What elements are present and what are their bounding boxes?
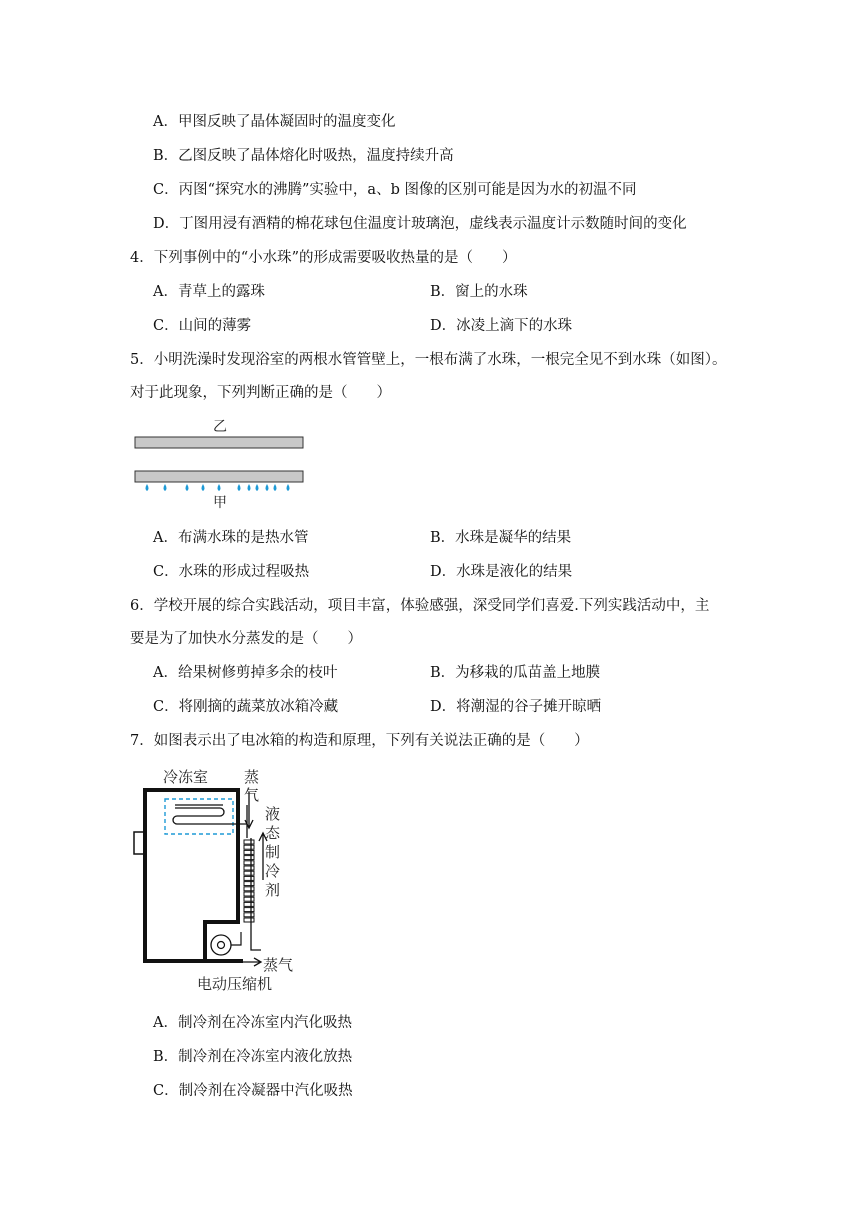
q6-stem-line2: 要是为了加快水分蒸发的是（ ） — [130, 631, 362, 647]
water-drop-icon — [274, 484, 277, 491]
q4-stem: 4．下列事例中的“小水珠”的形成需要吸收热量的是（ ） — [130, 250, 517, 266]
q5-option-b: B．水珠是凝华的结果 — [430, 530, 572, 546]
q6-option-b: B．为移栽的瓜苗盖上地膜 — [430, 665, 601, 681]
water-drop-icon — [238, 484, 241, 491]
q3-option-c: C．丙图“探究水的沸腾”实验中，a、b 图像的区别可能是因为水的初温不同 — [153, 182, 637, 198]
compressor-label: 电动压缩机 — [197, 975, 273, 993]
q4-option-c: C．山间的薄雾 — [153, 318, 252, 334]
q5-stem-line2: 对于此现象，下列判断正确的是（ ） — [130, 385, 391, 401]
q5-option-c: C．水珠的形成过程吸热 — [153, 564, 310, 580]
liquid-refrigerant-label: 液态制冷剂 — [265, 805, 281, 899]
q7-stem: 7．如图表示出了电冰箱的构造和原理，下列有关说法正确的是（ ） — [130, 733, 589, 749]
q7-option-b: B．制冷剂在冷冻室内液化放热 — [153, 1049, 353, 1065]
q5-stem-line1: 5．小明洗澡时发现浴室的两根水管管壁上，一根布满了水珠，一根完全见不到水珠（如图）。 — [130, 352, 727, 368]
water-drop-icon — [218, 484, 221, 491]
q3-option-d: D．丁图用浸有酒精的棉花球包住温度计玻璃泡，虚线表示温度计示数随时间的变化 — [153, 216, 687, 232]
water-drop-icon — [256, 484, 259, 491]
evaporator-coil — [173, 808, 247, 824]
vapor-top-label: 蒸气 — [244, 768, 260, 804]
q4-option-b: B．窗上的水珠 — [430, 284, 528, 300]
water-drops — [146, 484, 290, 491]
q3-option-b: B．乙图反映了晶体熔化时吸热，温度持续升高 — [153, 148, 454, 164]
q5-option-d: D．水珠是液化的结果 — [430, 564, 573, 580]
pipe-yi — [135, 437, 303, 448]
q7-option-a: A．制冷剂在冷冻室内汽化吸热 — [153, 1015, 352, 1031]
q5-option-a: A．布满水珠的是热水管 — [153, 530, 309, 546]
water-drop-icon — [248, 484, 251, 491]
compressor — [211, 935, 231, 955]
q5-pipes-figure — [125, 412, 315, 517]
pipe-jia — [135, 471, 303, 482]
q6-stem-line1: 6．学校开展的综合实践活动，项目丰富，体验感强，深受同学们喜爱.下列实践活动中，主 — [130, 598, 710, 614]
water-drop-icon — [266, 484, 269, 491]
q7-refrigerator-figure — [125, 762, 310, 994]
pipe-label-yi: 乙 — [213, 419, 227, 435]
water-drop-icon — [202, 484, 205, 491]
q6-option-a: A．给果树修剪掉多余的枝叶 — [153, 665, 338, 681]
q7-option-c: C．制冷剂在冷凝器中汽化吸热 — [153, 1083, 353, 1099]
water-drop-icon — [186, 484, 189, 491]
pipe-label-jia: 甲 — [213, 495, 227, 511]
freezer-label: 冷冻室 — [163, 768, 209, 786]
water-drop-icon — [287, 484, 290, 491]
water-drop-icon — [164, 484, 167, 491]
vapor-out-label: 蒸气 — [263, 956, 294, 974]
q4-option-a: A．青草上的露珠 — [153, 284, 265, 300]
water-drop-icon — [146, 484, 149, 491]
condenser-coil — [244, 840, 254, 922]
q6-option-c: C．将刚摘的蔬菜放冰箱冷藏 — [153, 699, 339, 715]
q3-option-a: A．甲图反映了晶体凝固时的温度变化 — [153, 114, 396, 130]
q4-option-d: D．冰凌上滴下的水珠 — [430, 318, 573, 334]
q6-option-d: D．将潮湿的谷子摊开晾晒 — [430, 699, 602, 715]
